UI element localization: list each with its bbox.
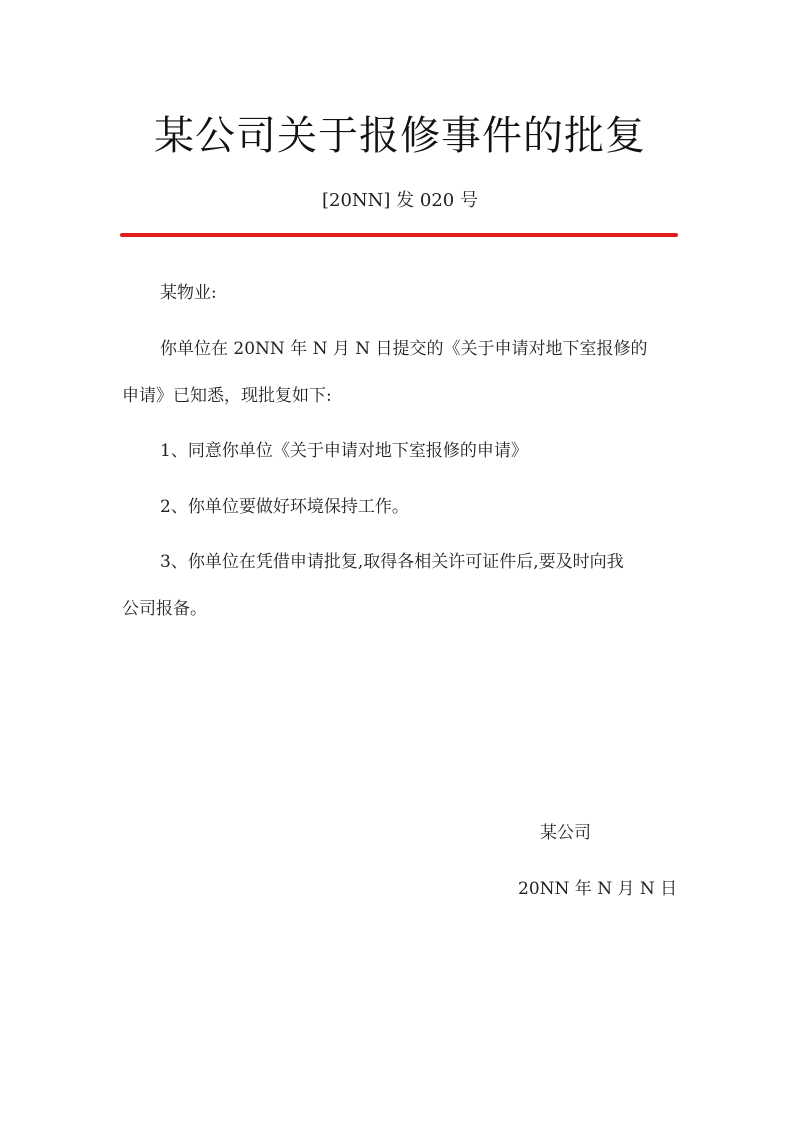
intro-paragraph-line-1: 你单位在 20NN 年 N 月 N 日提交的《关于申请对地下室报修的 [160, 339, 648, 359]
salutation: 某物业: [160, 283, 217, 303]
red-header-rule [120, 233, 678, 237]
signature-issuer: 某公司 [540, 823, 591, 843]
signature-date: 20NN 年 N 月 N 日 [518, 879, 678, 899]
intro-paragraph-line-2: 申请》已知悉，现批复如下: [122, 386, 332, 406]
document-number: [20NN] 发 020 号 [322, 190, 478, 211]
list-item-3-line-2: 公司报备。 [122, 599, 207, 619]
list-item-2: 2、你单位要做好环境保持工作。 [160, 497, 409, 517]
list-item-3-line-1: 3、你单位在凭借申请批复,取得各相关许可证件后,要及时向我 [160, 552, 624, 572]
document-title: 某公司关于报修事件的批复 [154, 113, 646, 159]
list-item-1: 1、同意你单位《关于申请对地下室报修的申请》 [160, 441, 528, 461]
